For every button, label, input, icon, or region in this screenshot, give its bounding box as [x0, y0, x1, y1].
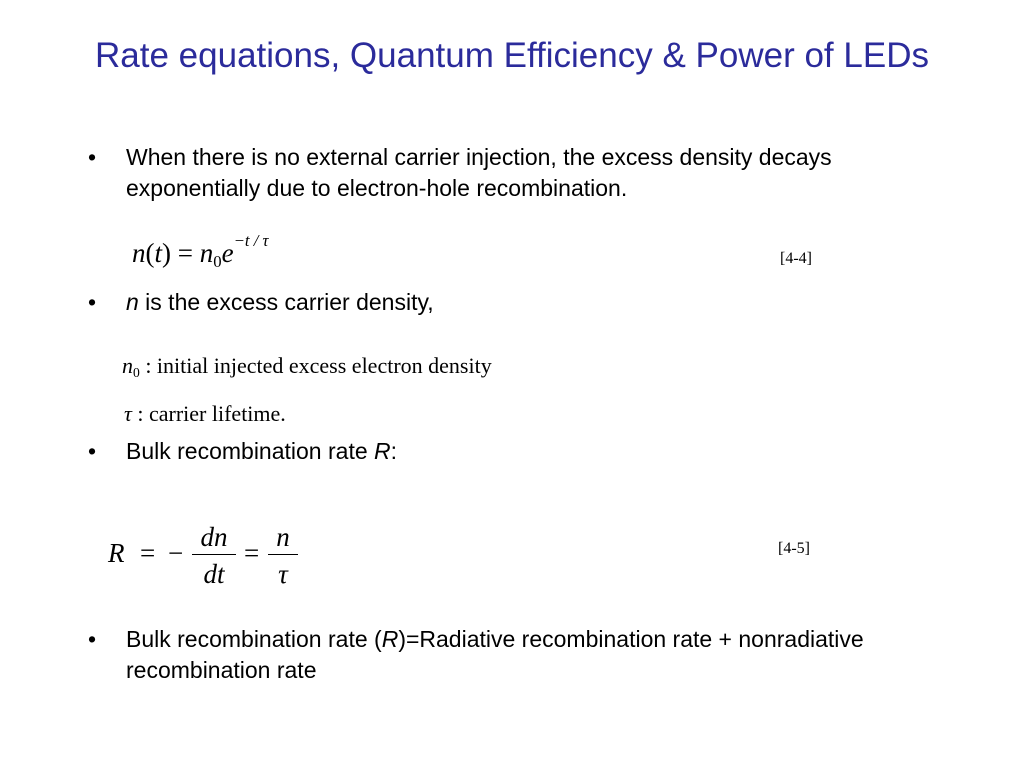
bullet-text-pre: Bulk recombination rate (	[126, 626, 382, 652]
bullet-dot: •	[88, 289, 97, 315]
bullet-text	[126, 624, 926, 686]
eq-symbol: e	[221, 238, 234, 268]
slide-title: Rate equations, Quantum Efficiency & Power of LEDs	[95, 36, 929, 75]
bullet-text-post: :	[390, 438, 398, 464]
eq-symbol: n	[199, 238, 214, 268]
def-text: : initial injected excess electron density	[139, 353, 492, 378]
eq-symbol: t	[154, 238, 163, 268]
bullet-dot: •	[88, 626, 97, 652]
def-symbol: n	[122, 353, 133, 378]
bullet-text-rest: is the excess carrier density,	[138, 289, 434, 315]
italic-symbol: R	[374, 438, 391, 464]
bullet-dot: •	[88, 438, 97, 464]
bullet-text	[126, 436, 926, 467]
eq-equals: =	[244, 538, 260, 568]
bullet-text-post: )=Radiative recombination rate + nonradiative recombination rate	[126, 626, 864, 683]
bullet-text-pre: Bulk recombination rate	[126, 438, 375, 464]
bullet-text: When there is no external carrier injection, the excess density decays exponentially due to electron-hole recombination.	[126, 144, 832, 201]
eq-exponent: −t / τ	[233, 231, 269, 251]
eq-equals: =	[140, 538, 156, 568]
definition-tau	[124, 401, 286, 427]
eq-lhs	[108, 538, 125, 569]
definition-n0	[122, 353, 492, 379]
bullet-text	[126, 287, 926, 318]
def-symbol: τ	[124, 401, 132, 426]
fraction-denominator: dt	[203, 559, 225, 589]
fraction-denominator: τ	[278, 559, 288, 589]
italic-symbol: R	[381, 626, 399, 652]
bullet-dot: •	[88, 144, 97, 170]
fraction-numerator: dn	[200, 522, 228, 552]
fraction-n-tau	[268, 520, 298, 589]
eq-minus: −	[168, 538, 184, 568]
equation-number: [4-5]	[778, 540, 810, 557]
def-subscript: 0	[133, 365, 140, 381]
equation-4-4: $n(t) = n_0e^{-t / \tau}$	[132, 231, 269, 272]
eq-symbol: R	[108, 538, 125, 568]
def-text: : carrier lifetime.	[131, 401, 286, 426]
fraction-dn-dt	[192, 520, 236, 589]
fraction-numerator: n	[276, 522, 290, 552]
eq-symbol: n	[132, 238, 146, 268]
italic-symbol: n	[126, 289, 139, 315]
eq-subscript: 0	[213, 252, 222, 272]
equation-number: [4-4]	[780, 250, 812, 267]
